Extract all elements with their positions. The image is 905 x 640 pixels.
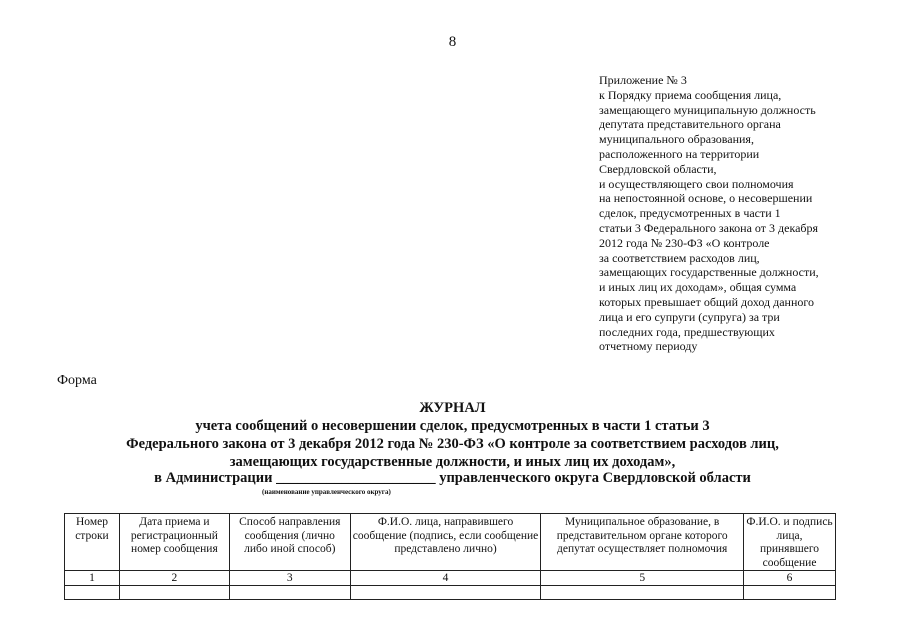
empty-cell — [229, 586, 350, 600]
header-receiver-name: Ф.И.О. и подпись лица, принявшего сообщение — [744, 514, 836, 571]
administration-line: в Администрации ______________________ управленческого округа Свердловской области — [154, 470, 751, 486]
journal-table — [64, 513, 836, 600]
appendix-line: и иных лиц их доходам», общая сумма — [599, 280, 797, 295]
column-number: 6 — [744, 571, 836, 586]
administration-hint: (наименование управленческого округа) — [262, 488, 391, 496]
header-row-number: Номер строки — [65, 514, 120, 571]
empty-cell — [119, 586, 229, 600]
empty-cell — [350, 586, 541, 600]
empty-cell — [744, 586, 836, 600]
appendix-line: замещающего муниципальную должность — [599, 102, 816, 117]
appendix-line: к Порядку приема сообщения лица, — [599, 87, 782, 102]
appendix-line: расположенного на территории — [599, 146, 760, 161]
title-line-1: учета сообщений о несовершении сделок, предусмотренных в части 1 статьи 3 — [195, 418, 710, 434]
empty-cell — [65, 586, 120, 600]
appendix-line: сделок, предусмотренных в части 1 — [599, 206, 781, 221]
appendix-line: и осуществляющего свои полномочия — [599, 176, 794, 191]
appendix-line: на непостоянной основе, о несовершении — [599, 191, 813, 206]
header-municipality: Муниципальное образование, в представительном органе которого депутат осуществляет полномочия — [541, 514, 744, 571]
column-number: 3 — [229, 571, 350, 586]
column-number-row — [65, 571, 836, 586]
appendix-line: которых превышает общий доход данного — [599, 294, 815, 309]
table-row — [65, 586, 836, 600]
title-line-2: Федерального закона от 3 декабря 2012 года № 230-ФЗ «О контроле за соответствием расходов лиц, — [126, 436, 779, 452]
appendix-line: лица и его супруги (супруга) за три — [599, 309, 780, 324]
header-sender-name: Ф.И.О. лица, направившего сообщение (подпись, если сообщение представлено лично) — [350, 514, 541, 571]
column-number: 1 — [65, 571, 120, 586]
appendix-line: статьи 3 Федерального закона от 3 декабря — [599, 220, 819, 235]
appendix-note — [599, 73, 899, 354]
column-number: 5 — [541, 571, 744, 586]
appendix-line: муниципального образования, — [599, 132, 754, 147]
appendix-line: 2012 года № 230-ФЗ «О контроле — [599, 235, 770, 250]
form-label: Форма — [57, 373, 97, 388]
journal-title — [0, 399, 905, 471]
column-number: 4 — [350, 571, 541, 586]
header-date-registration: Дата приема и регистрационный номер сообщения — [119, 514, 229, 571]
appendix-line: отчетному периоду — [599, 339, 698, 354]
title-line-3: замещающих государственные должности, и иных лиц их доходам», — [229, 454, 676, 470]
column-number: 2 — [119, 571, 229, 586]
header-delivery-method: Способ направления сообщения (лично либо иной способ) — [229, 514, 350, 571]
appendix-line: депутата представительного органа — [599, 117, 781, 132]
appendix-line: замещающих государственные должности, — [599, 265, 819, 280]
table-header-row — [65, 514, 836, 571]
page-number: 8 — [448, 34, 457, 50]
journal-heading: ЖУРНАЛ — [419, 400, 486, 416]
appendix-line: последних года, предшествующих — [599, 324, 775, 339]
appendix-line: Приложение № 3 — [599, 73, 687, 87]
appendix-line: Свердловской области, — [599, 161, 717, 176]
empty-cell — [541, 586, 744, 600]
appendix-line: за соответствием расходов лиц, — [599, 250, 760, 265]
